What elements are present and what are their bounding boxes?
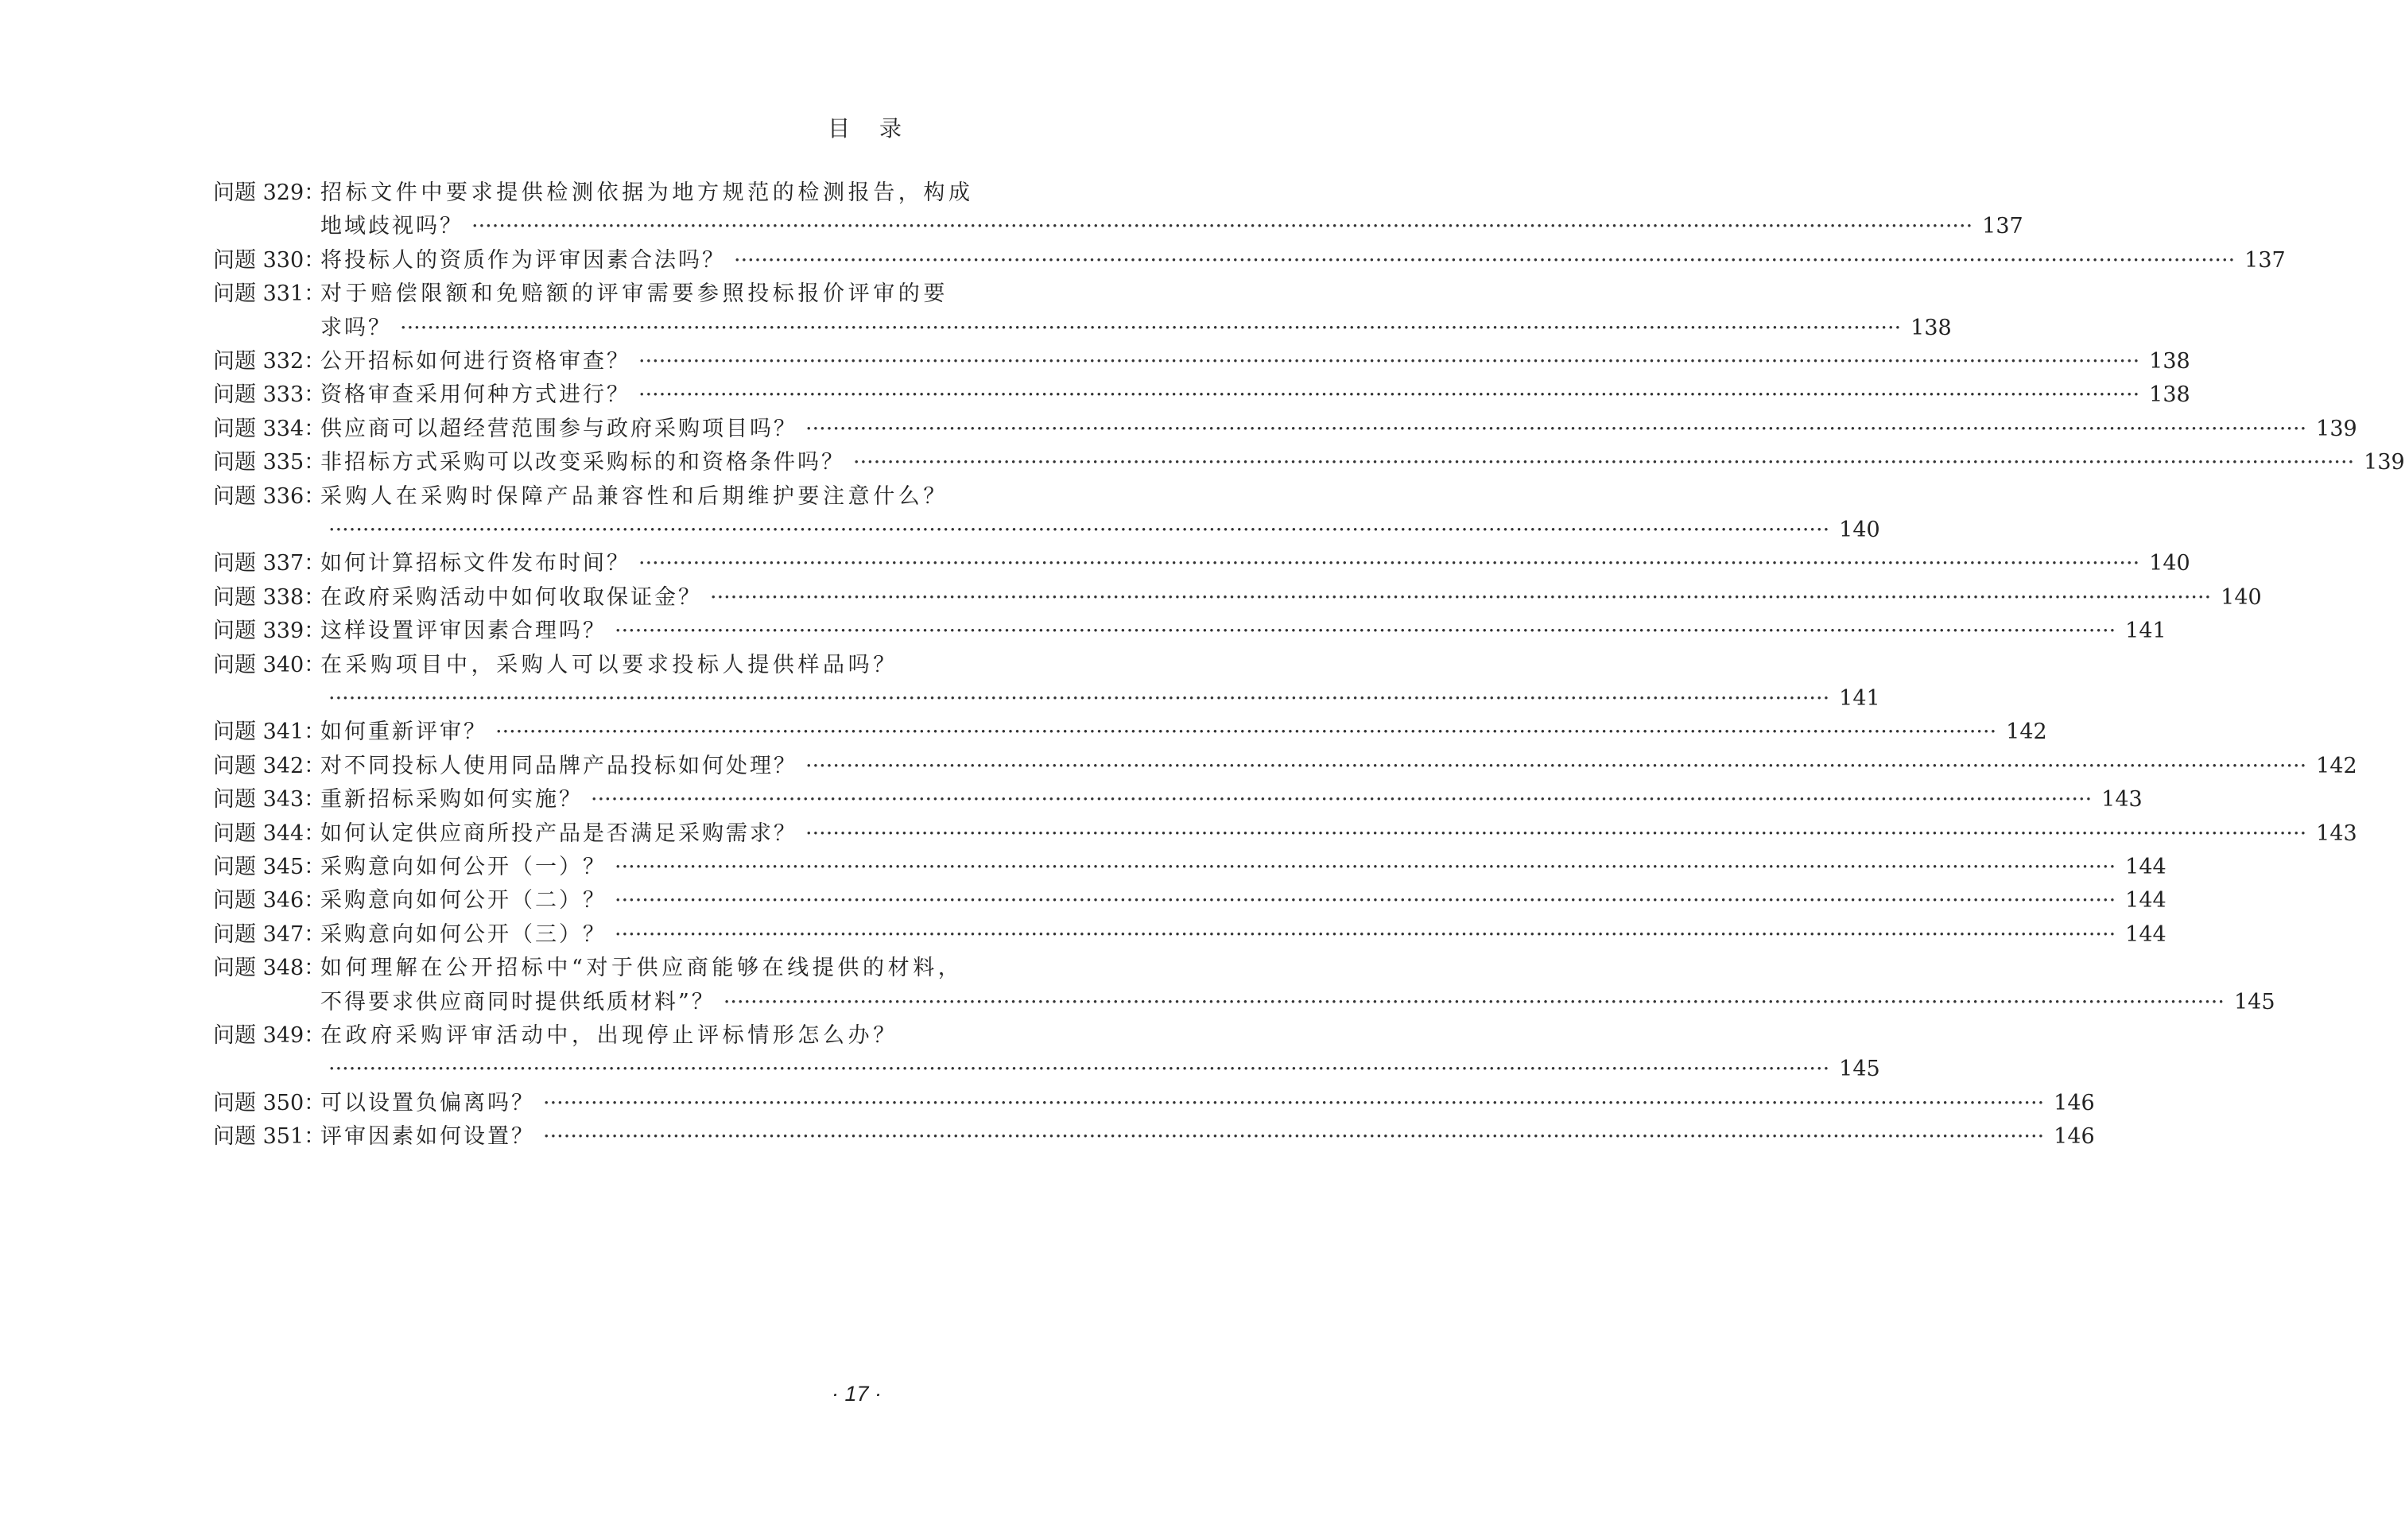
toc-entry-number: 问题 332： bbox=[213, 349, 326, 374]
toc-entry-title: 不得要求供应商同时提供纸质材料”？ bbox=[320, 989, 716, 1014]
toc-entry-line[interactable] bbox=[213, 177, 974, 209]
toc-entry-title: 这样设置评审因素合理吗？ bbox=[320, 619, 607, 644]
dot-leader: ···························································································································································································································· bbox=[328, 518, 1830, 542]
toc-entry-title: 将投标人的资质作为评审因素合法吗？ bbox=[320, 247, 726, 273]
toc-entry-title: 资格审查采用何种方式进行？ bbox=[320, 382, 630, 408]
toc-entry-line[interactable] bbox=[213, 784, 2143, 816]
toc-page-number: 144 bbox=[2125, 855, 2166, 879]
toc-entry-number: 问题 339： bbox=[213, 619, 326, 644]
dot-leader: ···························································································································································································································· bbox=[853, 450, 2355, 475]
dot-leader: ···························································································································································································································· bbox=[734, 247, 2236, 273]
toc-entry-title: 供应商可以超经营范围参与政府采购项目吗？ bbox=[320, 416, 797, 441]
toc-entry-title: 如何计算招标文件发布时间？ bbox=[320, 551, 630, 576]
toc-entry-title: 在政府采购评审活动中，出现停止评标情形怎么办？ bbox=[320, 1023, 898, 1048]
toc-entry-title: 重新招标采购如何实施？ bbox=[320, 787, 583, 813]
toc-entry-title: 对于赔偿限额和免赔额的评审需要参照投标报价评审的要 bbox=[320, 281, 948, 307]
dot-leader: ···························································································································································································································· bbox=[615, 855, 2116, 879]
toc-entry-line[interactable] bbox=[213, 514, 1880, 546]
dot-leader: ···························································································································································································································· bbox=[805, 820, 2307, 846]
toc-entry-title: 如何重新评审？ bbox=[320, 720, 487, 745]
dot-leader: ···························································································································································································································· bbox=[615, 619, 2116, 644]
toc-entry-line[interactable] bbox=[213, 952, 964, 984]
toc-page-number: 142 bbox=[2316, 753, 2357, 778]
toc-entry-title: 采购意向如何公开（一）？ bbox=[320, 855, 607, 879]
dot-leader: ···························································································································································································································· bbox=[400, 315, 1902, 340]
dot-leader: ···························································································································································································································· bbox=[723, 989, 2225, 1014]
toc-entry-number: 问题 331： bbox=[213, 281, 326, 307]
dot-leader: ···························································································································································································································· bbox=[615, 888, 2116, 914]
toc-entry-line[interactable] bbox=[213, 1020, 913, 1052]
toc-page-number: 142 bbox=[2006, 720, 2047, 745]
toc-page-number: 137 bbox=[2244, 247, 2286, 273]
toc-entry-number: 问题 345： bbox=[213, 855, 326, 879]
toc-entry-line[interactable] bbox=[213, 447, 2405, 479]
toc-entry-line[interactable] bbox=[213, 582, 2262, 614]
toc-entry-number: 问题 333： bbox=[213, 382, 326, 408]
dot-leader: ···························································································································································································································· bbox=[638, 551, 2140, 576]
toc-entry-number: 问题 337： bbox=[213, 551, 326, 576]
toc-entry-line[interactable] bbox=[213, 885, 2166, 917]
toc-entry-line[interactable] bbox=[213, 919, 2166, 951]
toc-entry-number: 问题 344： bbox=[213, 820, 326, 846]
toc-entry-number: 问题 351： bbox=[213, 1124, 326, 1150]
toc-entry-title: 采购意向如何公开（三）？ bbox=[320, 921, 607, 947]
toc-entry-title: 非招标方式采购可以改变采购标的和资格条件吗？ bbox=[320, 450, 845, 475]
toc-page-number: 145 bbox=[1839, 1057, 1880, 1082]
toc-entry-title: 求吗？ bbox=[320, 315, 392, 340]
toc-entry-line[interactable] bbox=[213, 851, 2166, 883]
dot-leader: ···························································································································································································································· bbox=[591, 787, 2093, 813]
toc-page-number: 138 bbox=[1910, 315, 1952, 340]
toc-entry-title: 在政府采购活动中如何收取保证金？ bbox=[320, 584, 702, 610]
running-header: 目 录 bbox=[828, 115, 913, 142]
toc-page-number: 139 bbox=[2316, 416, 2357, 441]
toc-entry-number: 问题 349： bbox=[213, 1023, 326, 1048]
toc-entry-number: 问题 340： bbox=[213, 652, 326, 677]
toc-entry-line[interactable] bbox=[213, 548, 2190, 580]
toc-page-number: 141 bbox=[1839, 686, 1880, 711]
toc-entry-number: 问题 341： bbox=[213, 720, 326, 745]
toc-entry-number: 问题 329： bbox=[213, 180, 326, 205]
toc-entry-number: 问题 338： bbox=[213, 584, 326, 610]
toc-page-number: 137 bbox=[1982, 214, 2023, 239]
toc-entry-title: 在采购项目中，采购人可以要求投标人提供样品吗？ bbox=[320, 652, 898, 677]
dot-leader: ···························································································································································································································· bbox=[328, 686, 1830, 711]
toc-entry-line[interactable] bbox=[213, 312, 1952, 344]
toc-entry-line[interactable] bbox=[213, 1088, 2095, 1119]
toc-page-number: 139 bbox=[2364, 450, 2405, 475]
toc-entry-title: 公开招标如何进行资格审查？ bbox=[320, 349, 630, 374]
toc-entry-number: 问题 348： bbox=[213, 956, 326, 981]
toc-entry-title: 采购意向如何公开（二）？ bbox=[320, 888, 607, 914]
toc-entry-line[interactable] bbox=[213, 716, 2047, 748]
toc-page-number: 144 bbox=[2125, 888, 2166, 914]
toc-entry-number: 问题 330： bbox=[213, 247, 326, 273]
toc-entry-line[interactable] bbox=[213, 245, 2286, 277]
toc-entry-line[interactable] bbox=[213, 683, 1880, 715]
toc-entry-title: 对不同投标人使用同品牌产品投标如何处理？ bbox=[320, 753, 797, 778]
toc-page-number: 138 bbox=[2149, 349, 2190, 374]
toc-entry-line[interactable] bbox=[213, 751, 2357, 782]
toc-entry-title: 采购人在采购时保障产品兼容性和后期维护要注意什么？ bbox=[320, 483, 948, 509]
dot-leader: ···························································································································································································································· bbox=[495, 720, 1997, 745]
toc-entry-line[interactable] bbox=[213, 413, 2357, 445]
dot-leader: ···························································································································································································································· bbox=[805, 416, 2307, 441]
dot-leader: ···························································································································································································································· bbox=[638, 349, 2140, 374]
toc-entry-title: 如何认定供应商所投产品是否满足采购需求？ bbox=[320, 820, 797, 846]
toc-entry-title: 评审因素如何设置？ bbox=[320, 1124, 535, 1150]
toc-entry-number: 问题 347： bbox=[213, 921, 326, 947]
page-number: · 17 · bbox=[832, 1382, 882, 1406]
toc-entry-title: 如何理解在公开招标中“对于供应商能够在线提供的材料， bbox=[320, 956, 964, 981]
toc-page-number: 138 bbox=[2149, 382, 2190, 408]
toc-entry-line[interactable] bbox=[213, 379, 2190, 411]
dot-leader: ···························································································································································································································· bbox=[328, 1057, 1830, 1082]
toc-entry-line[interactable] bbox=[213, 481, 948, 513]
toc-page-number: 141 bbox=[2125, 619, 2166, 644]
toc-entry-line[interactable] bbox=[213, 211, 2023, 242]
toc-entry-line[interactable] bbox=[213, 650, 913, 681]
toc-entry-number: 问题 343： bbox=[213, 787, 326, 813]
toc-entry-line[interactable] bbox=[213, 1053, 1880, 1085]
toc-page-number: 140 bbox=[1839, 518, 1880, 542]
toc-page-number: 146 bbox=[2054, 1124, 2095, 1150]
toc-entry-line[interactable] bbox=[213, 278, 948, 310]
toc-entry-line[interactable] bbox=[213, 987, 2275, 1018]
toc-entry-number: 问题 342： bbox=[213, 753, 326, 778]
dot-leader: ···························································································································································································································· bbox=[710, 584, 2212, 610]
toc-entry-number: 问题 335： bbox=[213, 450, 326, 475]
toc-entry-title: 招标文件中要求提供检测依据为地方规范的检测报告，构成 bbox=[320, 180, 974, 205]
toc-page-number: 145 bbox=[2233, 989, 2275, 1014]
dot-leader: ···························································································································································································································· bbox=[638, 382, 2140, 408]
toc-entry-number: 问题 336： bbox=[213, 483, 326, 509]
toc-page-number: 143 bbox=[2101, 787, 2143, 813]
dot-leader: ···························································································································································································································· bbox=[805, 753, 2307, 778]
toc-entry-title: 地域歧视吗？ bbox=[320, 214, 464, 239]
toc-page-number: 140 bbox=[2149, 551, 2190, 576]
toc-entry-line[interactable] bbox=[213, 615, 2166, 647]
toc-page-number: 140 bbox=[2221, 584, 2262, 610]
toc-entry-line[interactable] bbox=[213, 818, 2357, 850]
toc-entry-number: 问题 350： bbox=[213, 1090, 326, 1115]
dot-leader: ···························································································································································································································· bbox=[615, 921, 2116, 947]
toc-entry-title: 可以设置负偏离吗？ bbox=[320, 1090, 535, 1115]
toc-entry-number: 问题 346： bbox=[213, 888, 326, 914]
dot-leader: ···························································································································································································································· bbox=[543, 1090, 2045, 1115]
dot-leader: ···························································································································································································································· bbox=[543, 1124, 2045, 1150]
toc-page-number: 143 bbox=[2316, 820, 2357, 846]
toc-entry-line[interactable] bbox=[213, 346, 2190, 378]
toc-entry-number: 问题 334： bbox=[213, 416, 326, 441]
toc-entry-line[interactable] bbox=[213, 1121, 2095, 1153]
toc-page-number: 146 bbox=[2054, 1090, 2095, 1115]
toc-page-number: 144 bbox=[2125, 921, 2166, 947]
dot-leader: ···························································································································································································································· bbox=[471, 214, 1973, 239]
